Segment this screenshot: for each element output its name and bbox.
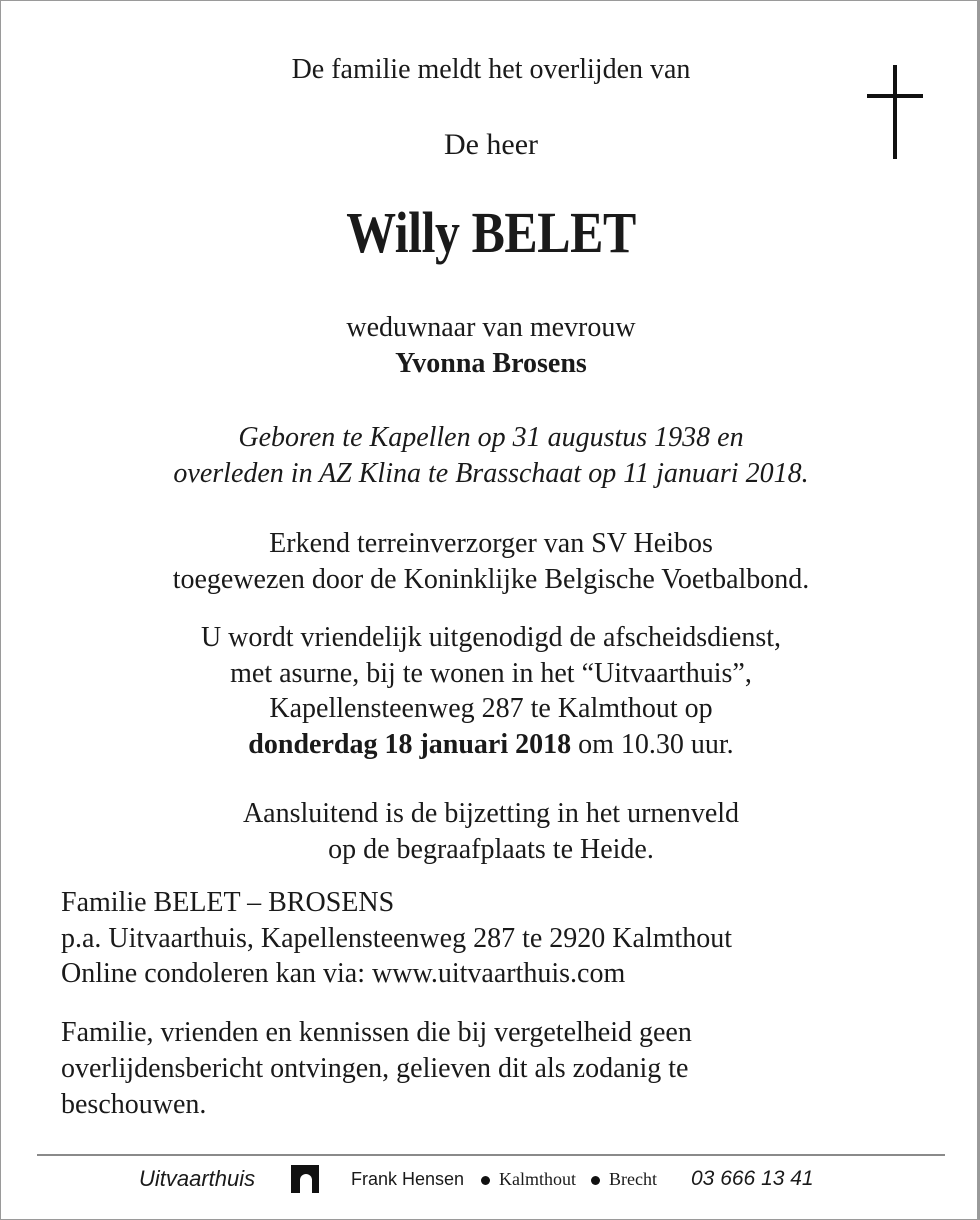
birth-line: Geboren te Kapellen op 31 augustus 1938 en: [238, 422, 744, 453]
notice-line-1: Familie, vrienden en kennissen die bij vergetelheid geen: [61, 1017, 692, 1048]
notice-line-3: beschouwen.: [61, 1089, 207, 1120]
burial-line-1: Aansluitend is de bijzetting in het urnenveld: [242, 798, 740, 829]
deceased-name: Willy BELET: [346, 200, 636, 265]
doorway-icon: [291, 1165, 319, 1193]
role-line-2: toegewezen door de Koninklijke Belgische Voetbalbond.: [172, 564, 810, 595]
footer-person: Frank Hensen: [351, 1169, 465, 1189]
footer-phone: 03 666 13 41: [691, 1167, 814, 1190]
bullet-dot-icon: [591, 1176, 600, 1185]
footer-divider: [37, 1154, 945, 1156]
footer-city-kalmthout: Kalmthout: [499, 1169, 576, 1189]
family-name: Familie BELET – BROSENS: [61, 887, 395, 918]
invitation-line-3: Kapellensteenweg 287 te Kalmthout op: [269, 693, 713, 724]
widower-line: weduwnaar van mevrouw: [346, 312, 636, 343]
family-address: p.a. Uitvaarthuis, Kapellensteenweg 287 te 2920 Kalmthout: [61, 923, 733, 954]
spouse-name: Yvonna Brosens: [395, 348, 587, 379]
online-condolence: Online condoleren kan via: www.uitvaarthuis.com: [61, 958, 626, 989]
burial-line-2: op de begraafplaats te Heide.: [328, 834, 654, 865]
notice-line-2: overlijdensbericht ontvingen, gelieven dit als zodanig te: [61, 1053, 689, 1084]
death-line: overleden in AZ Klina te Brasschaat op 11 januari 2018.: [173, 458, 809, 489]
invitation-line-2: met asurne, bij te wonen in het “Uitvaarthuis”,: [230, 658, 752, 689]
footer-city-brecht: Brecht: [609, 1169, 657, 1189]
invitation-line-4: [1, 727, 980, 763]
service-date: donderdag 18 januari 2018: [248, 729, 572, 760]
invitation-line-1: U wordt vriendelijk uitgenodigd de afscheidsdienst,: [200, 622, 782, 653]
honorific: De heer: [443, 128, 539, 161]
service-time: om 10.30 uur.: [571, 729, 734, 760]
bullet-dot-icon: [481, 1176, 490, 1185]
role-line-1: Erkend terreinverzorger van SV Heibos: [269, 528, 713, 559]
intro-text: De familie meldt het overlijden van: [291, 54, 691, 85]
footer-brand: Uitvaarthuis: [139, 1166, 256, 1191]
